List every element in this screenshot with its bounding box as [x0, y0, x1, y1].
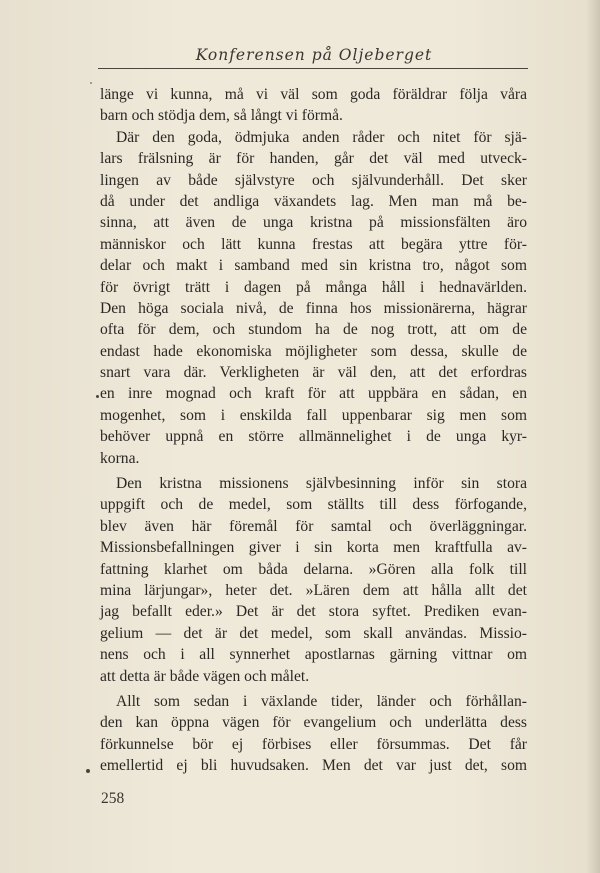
text-line: att detta är både vägen och målet.	[100, 667, 310, 685]
print-speck	[96, 395, 99, 398]
text-line: gelium — det är det medel, som skall användas. Missio-	[100, 624, 527, 642]
header-rule	[98, 68, 528, 69]
text-line: den kan öppna vägen för evangelium och underlätta dess	[100, 714, 527, 732]
running-title: Konferensen på Oljeberget	[195, 46, 433, 64]
text-line: behöver uppnå en större allmännelighet i de unga kyr-	[100, 428, 527, 446]
text-line: fattning klarhet om båda delarna. »Gören alla folk till	[100, 560, 527, 578]
text-line: mogenhet, som i enskilda fall uppenbarar sig men som	[100, 406, 527, 424]
text-line: emellertid ej bli huvudsaken. Men det var just det, som	[100, 757, 527, 775]
text-line: lars frälsning är för handen, går det väl med utveck-	[100, 150, 527, 168]
text-line: Den kristna missionens självbesinning inför sin stora	[116, 475, 527, 493]
text-line: Den höga sociala nivå, de finna hos missionärerna, hägrar	[100, 299, 527, 317]
page-number: 258	[101, 790, 125, 807]
text-line: delar och makt i samband med sin kristna tro, något som	[100, 257, 527, 275]
text-line: länge vi kunna, må vi väl som goda föräldrar följa våra	[100, 86, 527, 103]
text-line: barn och stödja dem, så långt vi förmå.	[100, 107, 343, 125]
text-line: lingen av både självstyre och självunderhåll. Det sker	[100, 171, 527, 189]
text-line: blev även här föremål för samtal och överläggningar.	[100, 517, 527, 535]
page-edge-shadow	[586, 0, 600, 873]
text-line: för övrigt trätt i dagen på många håll i hednavärlden.	[100, 278, 527, 296]
text-line: snart vara där. Verkligheten är väl den, att det erfordras	[100, 364, 527, 382]
text-line: nens och i all synnerhet apostlarnas gärning vittnar om	[100, 646, 527, 664]
text-line: korna.	[100, 449, 140, 467]
print-speck	[90, 82, 92, 84]
text-line: mina lärjungar», heter det. »Lären dem att hålla allt det	[100, 581, 527, 599]
text-line: Där den goda, ödmjuka anden råder och nitet för sjä-	[116, 128, 527, 146]
text-line: människor och lätt kunna frestas att begära yttre för-	[100, 235, 527, 253]
body-text	[100, 84, 527, 777]
text-line: endast hade ekonomiska möjligheter som dessa, skulle de	[100, 342, 527, 360]
text-line: uppgift och de medel, som ställts till dess förfogande,	[100, 496, 527, 514]
text-line: en inre mognad och kraft för att uppbära en sådan, en	[100, 385, 527, 403]
print-speck	[86, 769, 90, 773]
text-line: då under det andliga växandets lag. Men man må be-	[100, 192, 527, 210]
text-line: förkunnelse bör ej förbises eller försummas. Det får	[100, 735, 527, 753]
text-line: Missionsbefallningen giver i sin korta men kraftfulla av-	[100, 539, 527, 557]
text-line: jag befallt eder.» Det är det stora syftet. Prediken evan-	[100, 603, 527, 621]
text-line: sinna, att även de unga kristna på missionsfälten äro	[100, 214, 527, 232]
text-line: Allt som sedan i växlande tider, länder och förhållan-	[116, 692, 527, 710]
text-line: ofta för dem, och stundom ha de nog trott, att om de	[100, 321, 527, 339]
